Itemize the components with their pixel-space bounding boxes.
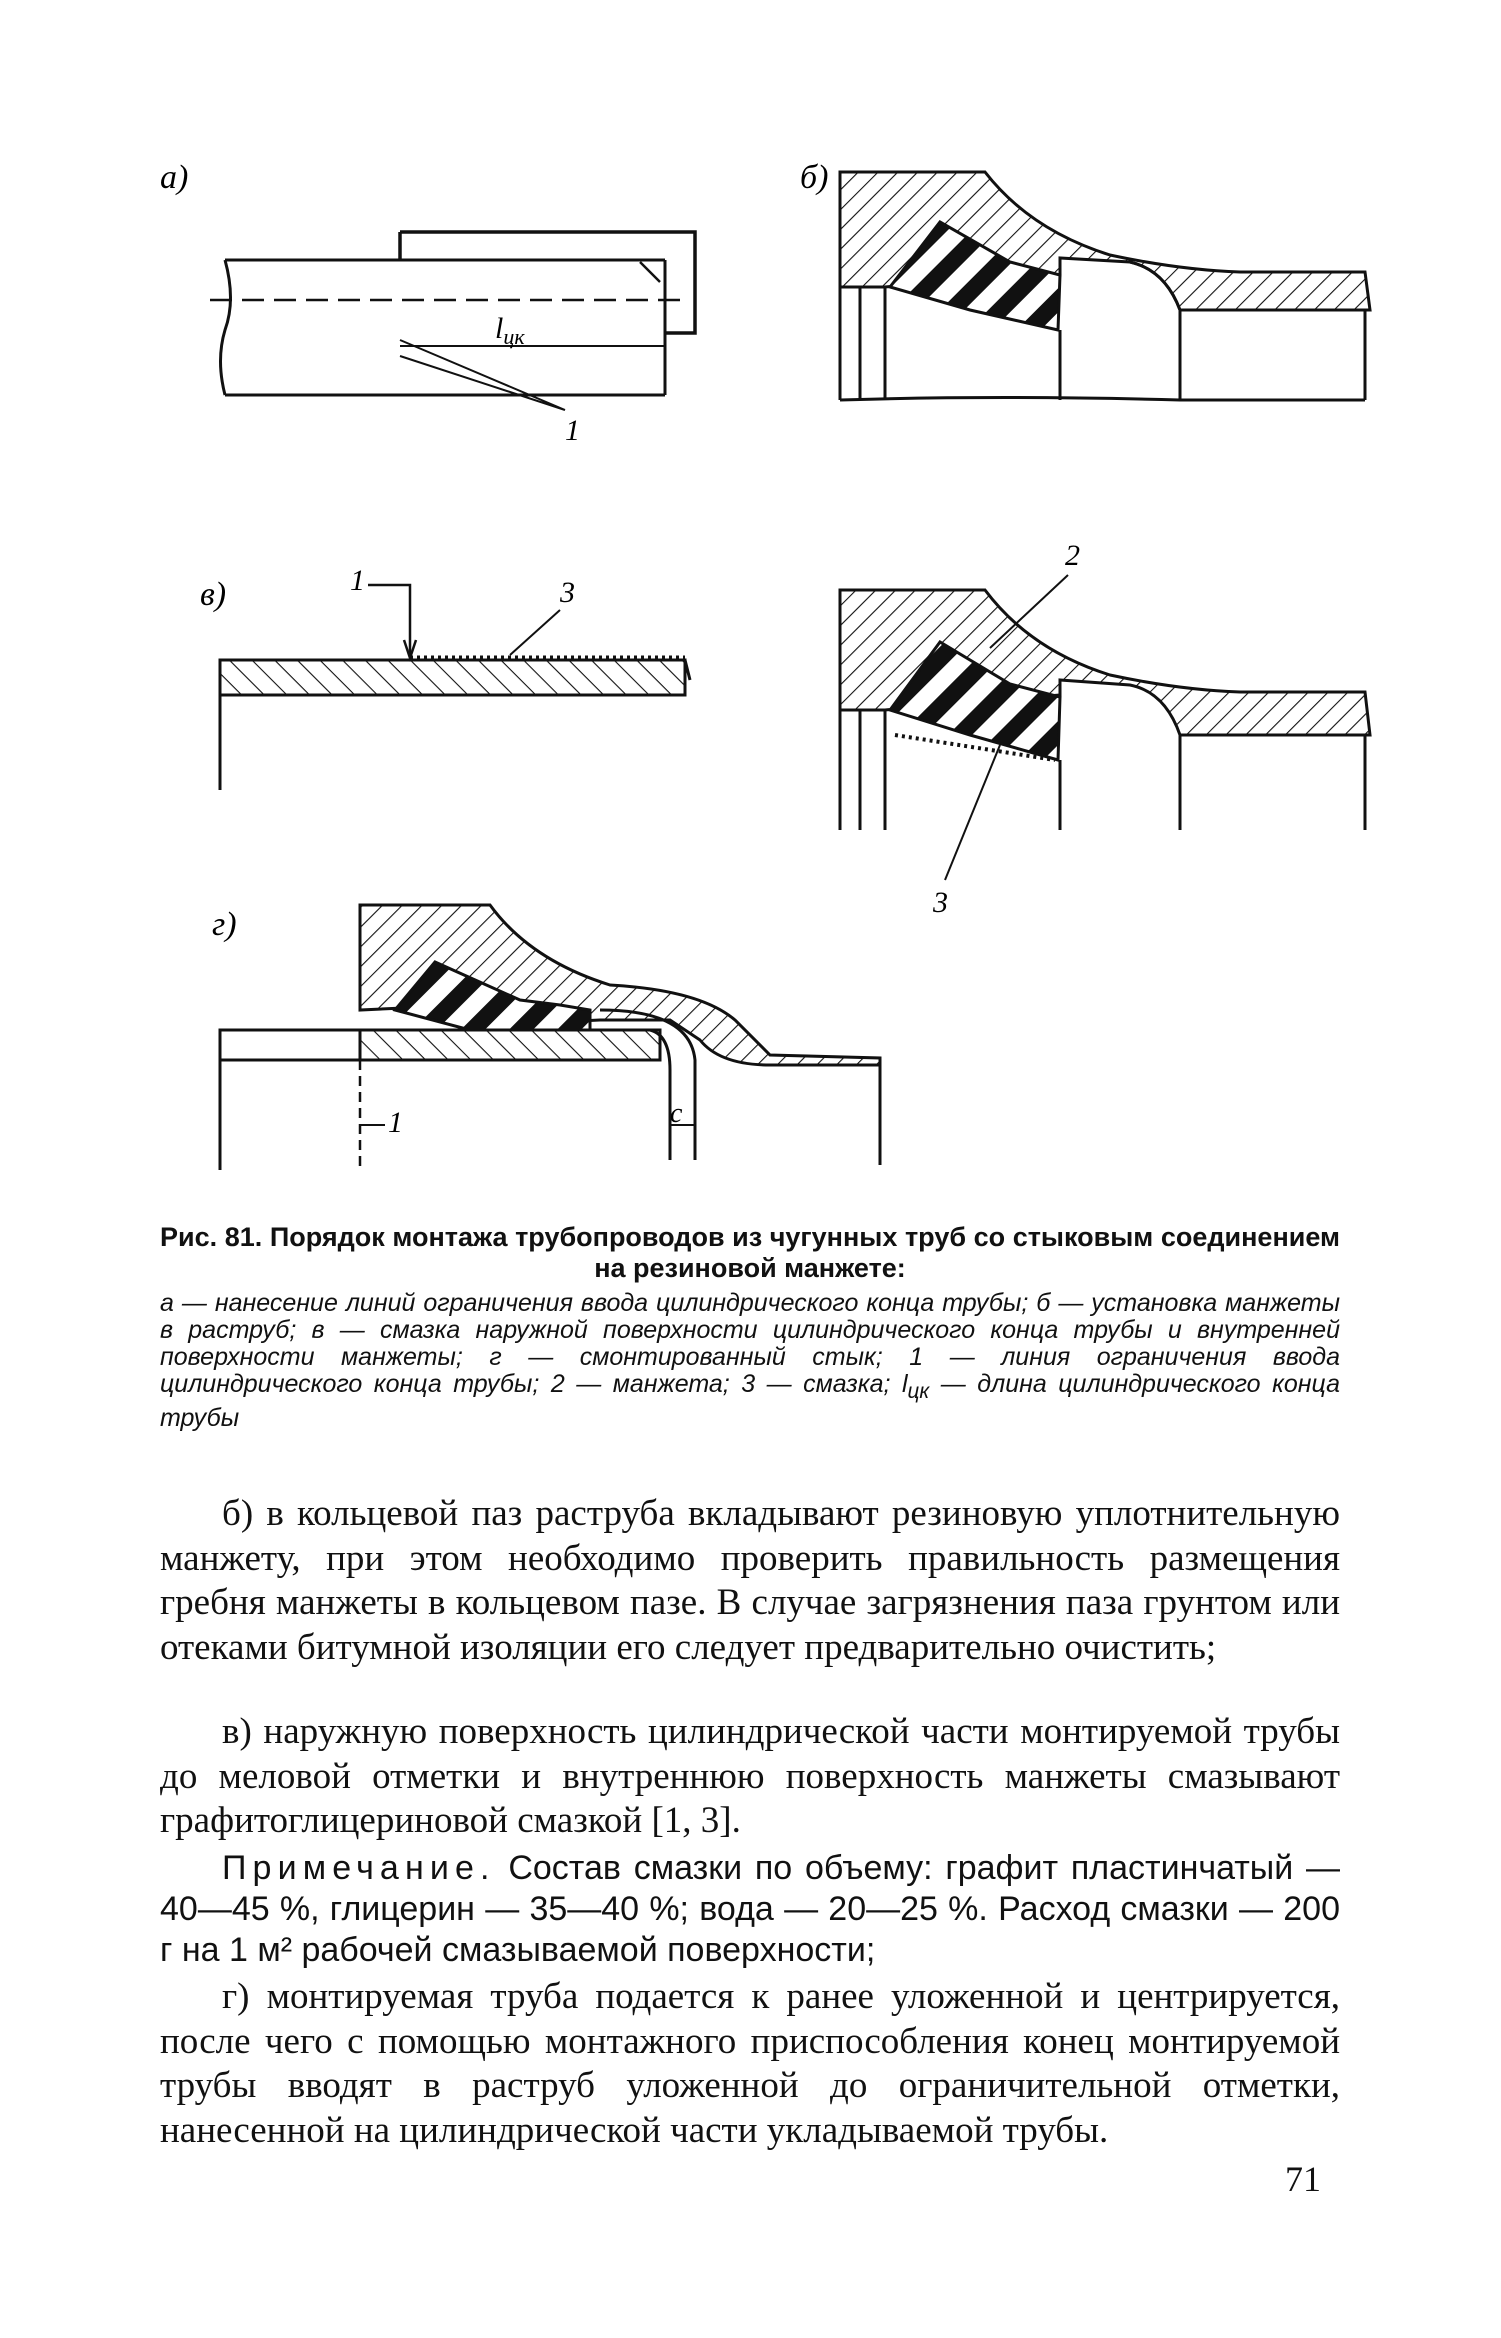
callout-3-v: 3: [560, 576, 575, 609]
legend-text-end: — длина цилиндрического конца трубы: [160, 1370, 1341, 1432]
panel-a: [160, 159, 695, 447]
panel-v-right: [840, 539, 1370, 919]
legend-text: а — нанесение линий ограничения ввода цилиндрического конца трубы; б — установка манжеты в раструб; в — смазка наружной поверхности цилиндрического конца трубы и внутренней поверхности манжеты; г — смонтированный стык; 1 — линия ограничения ввода цилиндрического конца трубы; 2 — манжета; 3 — смазка;: [160, 1289, 1340, 1398]
figure-caption-title: Рис. 81. Порядок монтажа трубопроводов из чугунных труб со стыковым соединением на резиновой манжете:: [160, 1222, 1340, 1283]
callout-2: 2: [1065, 539, 1080, 572]
page-number: 71: [1285, 2159, 1321, 2199]
note-text: Состав смазки по объему: графит пластинчатый — 40—45 %, глицерин — 35—40 %; вода — 20—25 %. Расход смазки — 200 г на 1 м² рабочей смазываемой поверхности;: [160, 1849, 1341, 1969]
callout-1-g: 1: [388, 1106, 403, 1139]
note-paragraph: [160, 1848, 1340, 1971]
legend-symbol: l: [901, 1370, 908, 1398]
panel-v-label: в): [200, 576, 227, 613]
panel-g-label: г): [212, 906, 237, 943]
paragraph-g: г) монтируемая труба подается к ранее уложенной и центрируется, после чего с помощью монтажного приспособления конец монтируемой трубы вводят в раструб уложенной до ограничительной отметки, нанесенной на цилиндрической части укладываемой трубы.: [160, 1976, 1340, 2151]
legend-symbol-subscript: цк: [907, 1380, 930, 1403]
panel-g: [212, 905, 880, 1170]
callout-3-b: 3: [933, 886, 948, 919]
callout-1-a: 1: [565, 414, 580, 447]
dimension-label: $l_{цк}$: [495, 312, 525, 349]
panel-b-label: б): [800, 159, 829, 196]
note-label: Примечание.: [222, 1849, 496, 1887]
paragraph-b: б) в кольцевой паз раструба вкладывают резиновую уплотнительную манжету, при этом необходимо проверить правильность размещения гребня манжеты в кольцевом пазе. В случае загрязнения паза грунтом или отеками битумной изоляции его следует предварительно очистить;: [160, 1493, 1340, 1668]
callout-1-v: 1: [350, 564, 365, 597]
panel-v: [200, 564, 690, 790]
gap-label: с: [670, 1098, 683, 1129]
paragraph-v: в) наружную поверхность цилиндрической части монтируемой трубы до меловой отметки и внутреннюю поверхность манжеты смазывают графитоглицериновой смазкой [1, 3].: [160, 1711, 1340, 1841]
figure-caption-legend: [160, 1290, 1340, 1432]
panel-a-label: а): [160, 159, 189, 196]
panel-b: [800, 159, 1370, 400]
